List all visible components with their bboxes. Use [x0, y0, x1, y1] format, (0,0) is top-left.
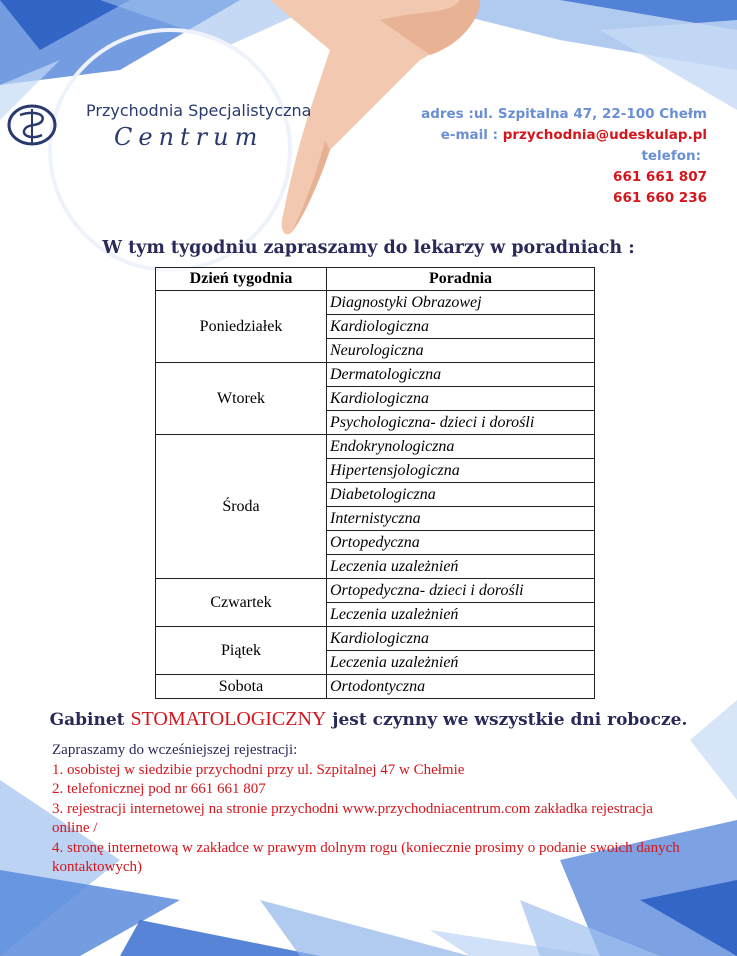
- day-cell: Piątek: [156, 627, 327, 675]
- dental-notice-prefix: Gabinet: [49, 710, 131, 730]
- clinic-cell: Diagnostyki Obrazowej: [327, 291, 595, 315]
- table-header-row: [156, 268, 595, 291]
- clinic-cell: Leczenia uzależnień: [327, 603, 595, 627]
- table-row: [156, 363, 595, 387]
- clinic-name-line2: Centrum: [114, 123, 264, 151]
- clinic-cell: Ortodontyczna: [327, 675, 595, 699]
- table-row: [156, 291, 595, 315]
- clinic-logo: [6, 97, 316, 157]
- table-row: [156, 435, 595, 459]
- day-cell: Czwartek: [156, 579, 327, 627]
- clinic-cell: Kardiologiczna: [327, 315, 595, 339]
- email-label: e-mail :: [440, 127, 503, 143]
- dental-office-notice: [0, 708, 737, 731]
- registration-intro: Zapraszamy do wcześniejszej rejestracji:: [52, 742, 298, 758]
- clinic-cell: Endokrynologiczna: [327, 435, 595, 459]
- clinic-name-line1: Przychodnia Specjalistyczna: [86, 101, 312, 120]
- email-link[interactable]: przychodnia@udeskulap.pl: [502, 127, 707, 143]
- clinic-cell: Hipertensjologiczna: [327, 459, 595, 483]
- day-cell: Sobota: [156, 675, 327, 699]
- registration-info: [52, 741, 692, 878]
- day-cell: Poniedziałek: [156, 291, 327, 363]
- clinic-cell: Diabetologiczna: [327, 483, 595, 507]
- schedule-heading: W tym tygodniu zapraszamy do lekarzy w poradniach :: [102, 238, 635, 258]
- clinic-cell: Internistyczna: [327, 507, 595, 531]
- table-row: [156, 627, 595, 651]
- registration-item: 4. stronę internetową w zakładce w prawym dolnym rogu (koniecznie prosimy o podanie swoich danych kontaktowych): [52, 839, 680, 875]
- clinic-cell: Kardiologiczna: [327, 387, 595, 411]
- day-cell: Środa: [156, 435, 327, 579]
- registration-item: 2. telefonicznej pod nr 661 661 807: [52, 781, 266, 797]
- registration-item: 1. osobistej w siedzibie przychodni przy ul. Szpitalnej 47 w Chełmie: [52, 761, 465, 778]
- phone-number-2[interactable]: 661 660 236: [613, 190, 707, 206]
- table-row: [156, 579, 595, 603]
- registration-item: 3. rejestracji internetowej na stronie przychodni www.przychodniacentrum.com zakładka rejestracja online /: [52, 800, 653, 836]
- clinic-cell: Dermatologiczna: [327, 363, 595, 387]
- phone-label: telefon:: [641, 148, 701, 164]
- caduceus-icon: [6, 101, 58, 149]
- column-header-clinic: Poradnia: [327, 268, 595, 291]
- phone-number-1[interactable]: 661 661 807: [613, 169, 707, 185]
- clinic-cell: Psychologiczna- dzieci i dorośli: [327, 411, 595, 435]
- clinic-cell: Kardiologiczna: [327, 627, 595, 651]
- address-text: adres :ul. Szpitalna 47, 22-100 Chełm: [421, 106, 707, 122]
- clinic-cell: Ortopedyczna: [327, 531, 595, 555]
- day-cell: Wtorek: [156, 363, 327, 435]
- schedule-table: [155, 267, 595, 699]
- column-header-day: Dzień tygodnia: [156, 268, 327, 291]
- clinic-cell: Leczenia uzależnień: [327, 651, 595, 675]
- dental-notice-suffix: jest czynny we wszystkie dni robocze.: [326, 710, 688, 730]
- contact-info: [421, 104, 707, 209]
- clinic-cell: Neurologiczna: [327, 339, 595, 363]
- email-line: [421, 125, 707, 146]
- table-row: [156, 675, 595, 699]
- clinic-cell: Leczenia uzależnień: [327, 555, 595, 579]
- clinic-cell: Ortopedyczna- dzieci i dorośli: [327, 579, 595, 603]
- dental-notice-highlight: STOMATOLOGICZNY: [130, 708, 327, 730]
